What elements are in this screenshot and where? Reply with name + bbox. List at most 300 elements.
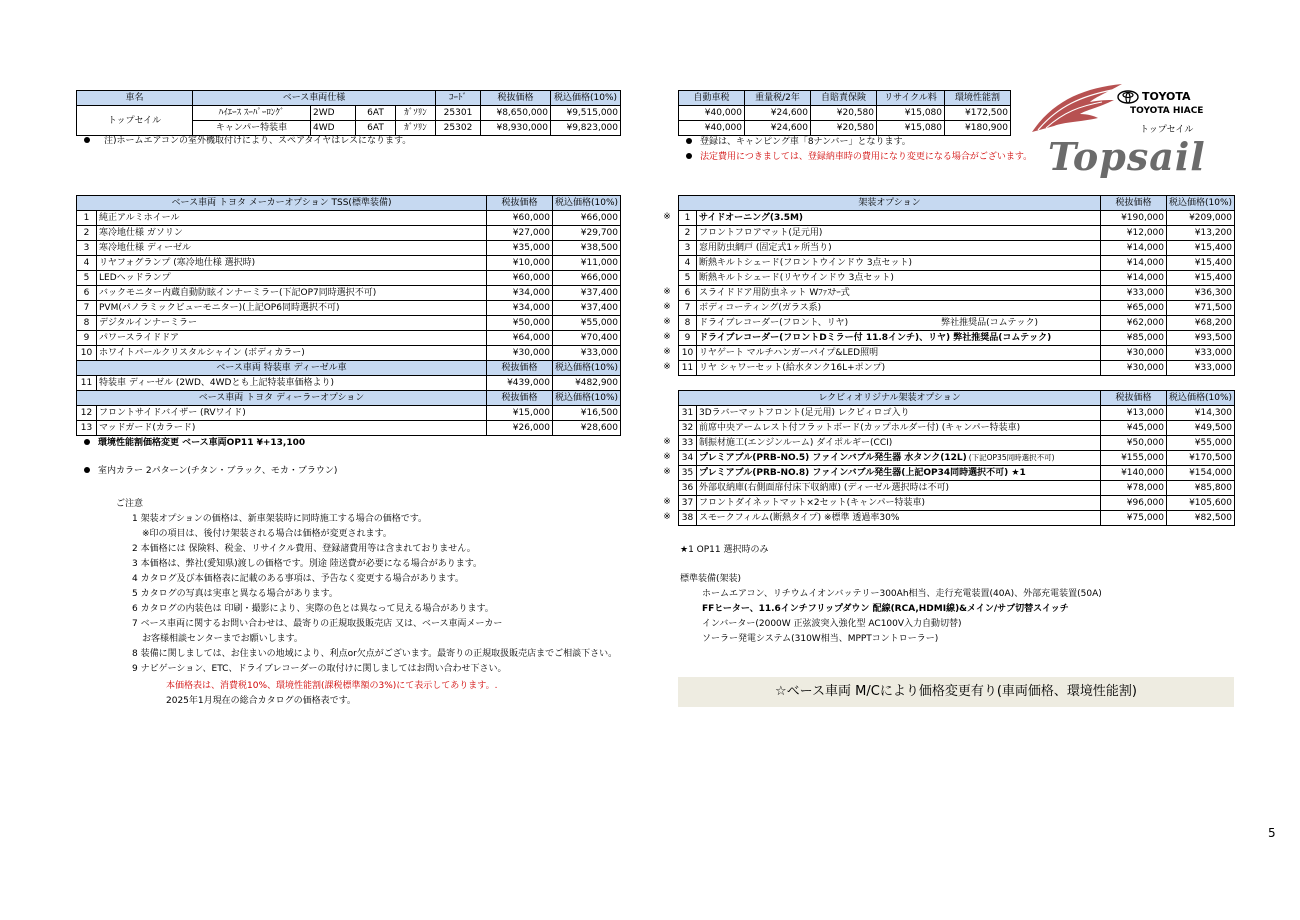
option-name bbox=[697, 346, 1101, 361]
tax-display-note: 本価格表は、消費税10%、環境性能割(課税標準額の3%)にて表示してあります。. bbox=[166, 681, 498, 691]
option-row bbox=[77, 271, 621, 286]
option-no: 36 bbox=[679, 481, 697, 496]
asterisk-mark: ※ bbox=[663, 332, 671, 342]
vehicle-price-table bbox=[76, 90, 621, 136]
tax-cell: ¥20,580 bbox=[811, 106, 877, 121]
option-price: ¥14,000 bbox=[1101, 241, 1167, 256]
toyota-emblem-icon bbox=[1117, 90, 1139, 104]
option-row bbox=[679, 211, 1235, 226]
col-price: 税抜価格 bbox=[481, 91, 551, 106]
asterisk-mark: ※ bbox=[663, 512, 671, 522]
car-name: トップセイル bbox=[77, 106, 193, 136]
option-tax-price: ¥85,800 bbox=[1167, 481, 1235, 496]
option-price: ¥60,000 bbox=[487, 211, 553, 226]
option-name-text: ボディコーティング(ガラス系) bbox=[699, 303, 822, 313]
option-name bbox=[97, 286, 487, 301]
option-name-text: 純正アルミホイール bbox=[99, 213, 180, 223]
spare-tire-note: 注)ホームエアコンの室外機取付けにより、スペアタイヤはレスになります。 bbox=[82, 134, 411, 149]
option-tax-price: ¥66,000 bbox=[553, 271, 621, 286]
caution-item: 8 装備に関しましては、お住まいの地域により、利点or欠点がございます。最寄りの正規取扱販売店までご相談下さい。 bbox=[132, 649, 618, 659]
option-name-text: リヤ シャワーセット(給水タンク16L+ポンプ) bbox=[699, 363, 886, 373]
option-price: ¥10,000 bbox=[487, 256, 553, 271]
price: ¥8,650,000 bbox=[481, 106, 551, 121]
option-name-text: サイドオーニング(3.5M) bbox=[699, 213, 804, 223]
option-name-text: フロントダイネットマット×2セット(キャンパー特装車) bbox=[699, 498, 926, 508]
option-no: 37 bbox=[679, 496, 697, 511]
option-name-text: ドライブレコーダー(フロントDミラー付 11.8インチ)、リヤ) 弊社推奨品(コムテック) bbox=[699, 333, 1052, 343]
option-no: 8 bbox=[77, 316, 97, 331]
option-row bbox=[77, 316, 621, 331]
option-price: ¥85,000 bbox=[1101, 331, 1167, 346]
option-no: 32 bbox=[679, 421, 697, 436]
option-tax-price: ¥33,000 bbox=[1167, 346, 1235, 361]
recvee-options-table bbox=[678, 390, 1235, 526]
option-no: 7 bbox=[77, 301, 97, 316]
option-no: 10 bbox=[679, 346, 697, 361]
caution-item: 4 カタログ及び本価格表に記載のある事項は、予告なく変更する場合があります。 bbox=[132, 574, 464, 584]
option-price: ¥50,000 bbox=[1101, 436, 1167, 451]
option-price: ¥155,000 bbox=[1101, 451, 1167, 466]
option-name bbox=[697, 481, 1101, 496]
option-name-text: 外部収納庫(右側面扉付床下収納庫) (ディーゼル選択時は不可) bbox=[699, 483, 950, 493]
option-price: ¥30,000 bbox=[1101, 346, 1167, 361]
price: ¥8,930,000 bbox=[481, 121, 551, 136]
option-name-text: マッドガード(カラード) bbox=[99, 423, 196, 433]
option-row bbox=[77, 286, 621, 301]
option-row bbox=[77, 346, 621, 361]
trans: 6AT bbox=[356, 121, 396, 136]
option-recommend: 弊社推奨品(コムテック) bbox=[941, 318, 1039, 328]
option-name-text: フロントサイドバイザー (RVワイド) bbox=[99, 408, 246, 418]
option-name bbox=[697, 226, 1101, 241]
option-row bbox=[679, 256, 1235, 271]
option-no: 2 bbox=[77, 226, 97, 241]
legal-fee-note: 法定費用につきましては、登録納車時の費用になり変更になる場合がございます。 bbox=[684, 150, 1032, 165]
asterisk-mark: ※ bbox=[663, 302, 671, 312]
option-tax-price: ¥170,500 bbox=[1167, 451, 1235, 466]
option-no: 7 bbox=[679, 301, 697, 316]
maker-options-header: ベース車両 トヨタ メーカーオプション TSS(標準装備) bbox=[77, 196, 487, 211]
col-code: ｺｰﾄﾞ bbox=[436, 91, 481, 106]
option-tax-price: ¥55,000 bbox=[1167, 436, 1235, 451]
caution-title: ご注意 bbox=[116, 499, 144, 509]
option-small-note: (下記OP35同時選択不可) bbox=[968, 453, 1055, 462]
option-name-text: 断熱キルトシェード(リヤウインドウ 3点セット) bbox=[699, 273, 894, 283]
option-tax-price: ¥14,300 bbox=[1167, 406, 1235, 421]
option-name bbox=[697, 511, 1101, 526]
caution-item: 5 カタログの写真は実車と異なる場合があります。 bbox=[132, 589, 338, 599]
option-price: ¥190,000 bbox=[1101, 211, 1167, 226]
col-base-spec: ベース車両仕様 bbox=[193, 91, 436, 106]
tax-cell: ¥20,580 bbox=[811, 121, 877, 136]
option-name-text: プレミアブル(PRB-NO.5) ファインバブル発生器 水タンク(12L) bbox=[699, 453, 967, 463]
option-no: 5 bbox=[679, 271, 697, 286]
model: ﾊｲｴｰｽ ｽｰﾊﾟｰﾛﾝｸﾞ bbox=[193, 106, 311, 121]
tax-price: ¥9,823,000 bbox=[551, 121, 621, 136]
tax-cell: ¥15,080 bbox=[877, 121, 945, 136]
option-name bbox=[697, 286, 1101, 301]
tax-cell: ¥24,600 bbox=[745, 106, 811, 121]
col-insurance: 自賠責保険 bbox=[811, 91, 877, 106]
option-tax-price: ¥16,500 bbox=[553, 406, 621, 421]
option-price: ¥35,000 bbox=[487, 241, 553, 256]
option-price: ¥34,000 bbox=[487, 286, 553, 301]
standard-list bbox=[702, 587, 1102, 647]
star-note: ★1 OP11 選択時のみ bbox=[680, 545, 769, 555]
option-no: 34 bbox=[679, 451, 697, 466]
option-name bbox=[697, 211, 1101, 226]
caution-list bbox=[132, 512, 617, 677]
option-no: 3 bbox=[77, 241, 97, 256]
standard-item: インバーター(2000W 正弦波突入強化型 AC100V入力自動切替) bbox=[702, 619, 962, 629]
col-tax-price: 税込価格(10%) bbox=[553, 196, 621, 211]
option-row bbox=[679, 346, 1235, 361]
hiace-label: TOYOTA HIACE bbox=[1130, 106, 1204, 116]
option-row bbox=[679, 241, 1235, 256]
option-name-text: プレミアブル(PRB-NO.8) ファインバブル発生器(上記OP34同時選択不可) ★1 bbox=[699, 468, 1026, 478]
tax-cell: ¥172,500 bbox=[945, 106, 1011, 121]
option-name-text: スモークフィルム(断熱タイプ) ※標準 透過率30% bbox=[699, 513, 900, 523]
col-auto-tax: 自動車税 bbox=[679, 91, 745, 106]
tax-cell: ¥40,000 bbox=[679, 121, 745, 136]
option-name bbox=[97, 271, 487, 286]
option-price: ¥96,000 bbox=[1101, 496, 1167, 511]
option-price: ¥26,000 bbox=[487, 421, 553, 436]
option-tax-price: ¥13,200 bbox=[1167, 226, 1235, 241]
col-tax-price: 税込価格(10%) bbox=[1167, 196, 1235, 211]
option-no: 6 bbox=[77, 286, 97, 301]
option-tax-price: ¥49,500 bbox=[1167, 421, 1235, 436]
option-tax-price: ¥38,500 bbox=[553, 241, 621, 256]
topsail-logo bbox=[1024, 80, 1224, 184]
option-price: ¥50,000 bbox=[487, 316, 553, 331]
option-price: ¥15,000 bbox=[487, 406, 553, 421]
option-tax-price: ¥70,400 bbox=[553, 331, 621, 346]
interior-color-note: 室内カラー 2パターン(チタン・ブラック、モカ・ブラウン) bbox=[82, 464, 337, 479]
model: キャンパー特装車 bbox=[193, 121, 311, 136]
option-row bbox=[77, 331, 621, 346]
drive: 4WD bbox=[311, 121, 356, 136]
topsail-wordmark: Topsail bbox=[1048, 134, 1206, 179]
option-row bbox=[77, 406, 621, 421]
option-tax-price: ¥37,400 bbox=[553, 286, 621, 301]
option-price: ¥75,000 bbox=[1101, 511, 1167, 526]
option-name bbox=[97, 421, 487, 436]
option-name-text: 前席中央アームレスト付フラットボード(カップホルダー付) (キャンパー特装車) bbox=[699, 423, 1021, 433]
option-tax-price: ¥154,000 bbox=[1167, 466, 1235, 481]
option-name bbox=[697, 301, 1101, 316]
body-options-table bbox=[678, 195, 1235, 376]
asterisk-mark: ※ bbox=[663, 467, 671, 477]
option-name-text: バックモニター内蔵自動防眩インナーミラー(下記OP7同時選択不可) bbox=[99, 288, 377, 298]
tax-cell: ¥180,900 bbox=[945, 121, 1011, 136]
option-tax-price: ¥209,000 bbox=[1167, 211, 1235, 226]
col-price: 税抜価格 bbox=[487, 196, 553, 211]
col-price: 税抜価格 bbox=[1101, 391, 1167, 406]
option-price: ¥78,000 bbox=[1101, 481, 1167, 496]
code: 25301 bbox=[436, 106, 481, 121]
option-tax-price: ¥482,900 bbox=[553, 376, 621, 391]
option-name-text: リヤゲート マルチハンガーパイプ&LED照明 bbox=[699, 348, 879, 358]
option-name bbox=[697, 271, 1101, 286]
option-name-text: ドライブレコーダー(フロント、リヤ) bbox=[699, 318, 849, 328]
logo-sub: トップセイル bbox=[1140, 125, 1194, 135]
option-price: ¥140,000 bbox=[1101, 466, 1167, 481]
option-name bbox=[697, 406, 1101, 421]
bullet-icon bbox=[84, 439, 90, 445]
option-no: 5 bbox=[77, 271, 97, 286]
option-name-text: リヤフォグランプ (寒冷地仕様 選択時) bbox=[99, 258, 256, 268]
fuel: ｶﾞｿﾘﾝ bbox=[396, 106, 436, 121]
option-name bbox=[97, 316, 487, 331]
option-name bbox=[97, 346, 487, 361]
option-name bbox=[697, 241, 1101, 256]
option-row bbox=[77, 256, 621, 271]
option-no: 2 bbox=[679, 226, 697, 241]
option-no: 35 bbox=[679, 466, 697, 481]
bullet-icon bbox=[84, 137, 90, 143]
option-price: ¥34,000 bbox=[487, 301, 553, 316]
option-tax-price: ¥15,400 bbox=[1167, 241, 1235, 256]
option-price: ¥33,000 bbox=[1101, 286, 1167, 301]
recvee-options-header: レクビィオリジナル架装オプション bbox=[679, 391, 1101, 406]
option-tax-price: ¥33,000 bbox=[553, 346, 621, 361]
option-price: ¥30,000 bbox=[487, 346, 553, 361]
option-row bbox=[679, 496, 1235, 511]
option-name-text: 窓用防虫網戸 (固定式1ヶ所当り) bbox=[699, 243, 832, 253]
option-row bbox=[679, 481, 1235, 496]
option-name bbox=[697, 331, 1101, 346]
option-no: 12 bbox=[77, 406, 97, 421]
option-price: ¥12,000 bbox=[1101, 226, 1167, 241]
col-env-tax: 環境性能割 bbox=[945, 91, 1011, 106]
option-no: 9 bbox=[77, 331, 97, 346]
option-row bbox=[679, 421, 1235, 436]
option-name-text: 特装車 ディーゼル (2WD、4WDとも上記特装車価格より) bbox=[99, 378, 334, 388]
caution-item: 9 ナビゲーション、ETC、ドライブレコーダーの取付けに関しましてはお問い合わせ下さい。 bbox=[132, 664, 507, 674]
option-name-text: 寒冷地仕様 ディーゼル bbox=[99, 243, 191, 253]
option-name bbox=[97, 301, 487, 316]
caution-item: ※印の項目は、後付け架装される場合は価格が変更されます。 bbox=[142, 529, 392, 539]
option-price: ¥62,000 bbox=[1101, 316, 1167, 331]
option-tax-price: ¥105,600 bbox=[1167, 496, 1235, 511]
col-tax-price: 税込価格(10%) bbox=[1167, 391, 1235, 406]
option-no: 11 bbox=[679, 361, 697, 376]
option-no: 1 bbox=[679, 211, 697, 226]
col-car-name: 車名 bbox=[77, 91, 193, 106]
option-name-text: スライドドア用防虫ネット Wﾌｧｽﾅｰ式 bbox=[699, 288, 850, 298]
option-name bbox=[97, 331, 487, 346]
caution-item: 3 本価格は、弊社(愛知県)渡しの価格です。別途 陸送費が必要になる場合があります。 bbox=[132, 559, 483, 569]
option-row bbox=[77, 241, 621, 256]
option-no: 31 bbox=[679, 406, 697, 421]
bullet-icon bbox=[84, 467, 90, 473]
wing-emblem-icon bbox=[1024, 80, 1124, 140]
asterisk-mark: ※ bbox=[663, 347, 671, 357]
option-name-text: 3Dラバーマットフロント(足元用) レクビィロゴ入り bbox=[699, 408, 910, 418]
option-name-text: フロントフロアマット(足元用) bbox=[699, 228, 823, 238]
option-name bbox=[697, 256, 1101, 271]
col-tax-price: 税込価格(10%) bbox=[553, 361, 621, 376]
option-name bbox=[97, 241, 487, 256]
option-no: 10 bbox=[77, 346, 97, 361]
catalog-date-note: 2025年1月現在の総合カタログの価格表です。 bbox=[166, 696, 356, 706]
option-row bbox=[679, 286, 1235, 301]
option-row bbox=[679, 511, 1235, 526]
asterisk-mark: ※ bbox=[663, 317, 671, 327]
option-tax-price: ¥71,500 bbox=[1167, 301, 1235, 316]
option-row bbox=[679, 466, 1235, 481]
option-tax-price: ¥68,200 bbox=[1167, 316, 1235, 331]
caution-item: 2 本価格には 保険料、税金、リサイクル費用、登録諸費用等は含まれておりません。 bbox=[132, 544, 476, 554]
option-name-text: デジタルインナーミラー bbox=[99, 318, 198, 328]
trans: 6AT bbox=[356, 106, 396, 121]
asterisk-mark: ※ bbox=[663, 287, 671, 297]
code: 25302 bbox=[436, 121, 481, 136]
option-tax-price: ¥15,400 bbox=[1167, 271, 1235, 286]
option-no: 6 bbox=[679, 286, 697, 301]
col-price: 税抜価格 bbox=[487, 391, 553, 406]
option-name-text: パワースライドドア bbox=[99, 333, 180, 343]
option-row bbox=[77, 211, 621, 226]
option-row bbox=[77, 226, 621, 241]
option-name bbox=[697, 316, 1101, 331]
option-no: 4 bbox=[77, 256, 97, 271]
option-name-text: 断熱キルトシェード(フロントウインドウ 3点セット) bbox=[699, 258, 913, 268]
option-name-text: PVM(パノラミックビューモニター)(上記OP6同時選択不可) bbox=[99, 303, 340, 313]
standard-item: ホームエアコン、リチウムイオンバッテリー300Ah相当、走行充電装置(40A)、外部充電装置(50A) bbox=[702, 589, 1102, 599]
option-price: ¥14,000 bbox=[1101, 256, 1167, 271]
option-tax-price: ¥28,600 bbox=[553, 421, 621, 436]
option-row bbox=[679, 301, 1235, 316]
dealer-header: ベース車両 トヨタ ディーラーオプション bbox=[77, 391, 487, 406]
option-price: ¥45,000 bbox=[1101, 421, 1167, 436]
asterisk-mark: ※ bbox=[663, 437, 671, 447]
option-row bbox=[77, 376, 621, 391]
option-row bbox=[679, 361, 1235, 376]
caution-item: お客様相談センターまでお願いします。 bbox=[142, 634, 303, 644]
option-price: ¥60,000 bbox=[487, 271, 553, 286]
asterisk-mark: ※ bbox=[663, 497, 671, 507]
option-tax-price: ¥93,500 bbox=[1167, 331, 1235, 346]
option-no: 33 bbox=[679, 436, 697, 451]
option-row bbox=[679, 316, 1235, 331]
col-tax-price: 税込価格(10%) bbox=[553, 391, 621, 406]
asterisk-mark: ※ bbox=[663, 362, 671, 372]
option-no: 9 bbox=[679, 331, 697, 346]
registration-note: 登録は、キャンピング車「8ナンバー」となります。 bbox=[684, 135, 911, 150]
col-price: 税抜価格 bbox=[487, 361, 553, 376]
option-price: ¥14,000 bbox=[1101, 271, 1167, 286]
option-name bbox=[97, 406, 487, 421]
option-row bbox=[679, 271, 1235, 286]
page-number: 5 bbox=[1268, 826, 1276, 840]
option-name bbox=[97, 226, 487, 241]
tax-price: ¥9,515,000 bbox=[551, 106, 621, 121]
option-no: 1 bbox=[77, 211, 97, 226]
option-row bbox=[679, 226, 1235, 241]
option-no: 13 bbox=[77, 421, 97, 436]
asterisk-mark: ※ bbox=[663, 212, 671, 222]
option-no: 3 bbox=[679, 241, 697, 256]
col-tax-price: 税込価格(10%) bbox=[551, 91, 621, 106]
env-price-note: 環境性能割価格変更 ベース車両OP11 ¥+13,100 bbox=[82, 436, 305, 451]
price-change-banner: ☆ベース車両 M/Cにより価格変更有り(車両価格、環境性能割) bbox=[678, 677, 1234, 707]
option-price: ¥65,000 bbox=[1101, 301, 1167, 316]
toyota-brand: TOYOTA bbox=[1142, 90, 1191, 103]
option-name bbox=[697, 466, 1101, 481]
col-weight-tax: 重量税/2年 bbox=[745, 91, 811, 106]
option-name bbox=[697, 451, 1101, 466]
option-tax-price: ¥33,000 bbox=[1167, 361, 1235, 376]
special-header: ベース車両 特装車 ディーゼル車 bbox=[77, 361, 487, 376]
option-name bbox=[697, 436, 1101, 451]
option-name bbox=[697, 361, 1101, 376]
body-options-header: 架装オプション bbox=[679, 196, 1101, 211]
fuel: ｶﾞｿﾘﾝ bbox=[396, 121, 436, 136]
option-no: 8 bbox=[679, 316, 697, 331]
caution-item: 1 架装オプションの価格は、新車架装時に同時施工する場合の価格です。 bbox=[132, 514, 428, 524]
option-no: 4 bbox=[679, 256, 697, 271]
tax-cell: ¥15,080 bbox=[877, 106, 945, 121]
tax-table bbox=[678, 90, 1011, 136]
option-name-text: LEDヘッドランプ bbox=[99, 273, 171, 283]
option-price: ¥27,000 bbox=[487, 226, 553, 241]
option-row bbox=[679, 451, 1235, 466]
option-tax-price: ¥36,300 bbox=[1167, 286, 1235, 301]
col-price: 税抜価格 bbox=[1101, 196, 1167, 211]
option-tax-price: ¥15,400 bbox=[1167, 256, 1235, 271]
bullet-icon bbox=[686, 153, 692, 159]
option-name-text: 寒冷地仕様 ガソリン bbox=[99, 228, 183, 238]
option-name-text: ホワイトパールクリスタルシャイン (ボディカラー) bbox=[99, 348, 305, 358]
option-row bbox=[679, 436, 1235, 451]
option-row bbox=[77, 301, 621, 316]
option-name bbox=[697, 496, 1101, 511]
standard-title: 標準装備(架装) bbox=[680, 574, 742, 584]
option-price: ¥439,000 bbox=[487, 376, 553, 391]
option-row bbox=[77, 421, 621, 436]
option-name bbox=[97, 376, 487, 391]
maker-options-table bbox=[76, 195, 621, 436]
option-name bbox=[97, 256, 487, 271]
caution-item: 6 カタログの内装色は 印刷・撮影により、実際の色とは異なって見える場合があります。 bbox=[132, 604, 494, 614]
col-recycle: リサイクル料 bbox=[877, 91, 945, 106]
standard-item: ソーラー発電システム(310W相当、MPPTコントローラー) bbox=[702, 634, 939, 644]
standard-item: FFヒーター、11.6インチフリップダウン 配線(RCA,HDMI線)&メイン/サブ切替スイッチ bbox=[702, 604, 1069, 614]
bullet-icon bbox=[686, 138, 692, 144]
tax-cell: ¥24,600 bbox=[745, 121, 811, 136]
tax-cell: ¥40,000 bbox=[679, 106, 745, 121]
option-tax-price: ¥82,500 bbox=[1167, 511, 1235, 526]
option-row bbox=[679, 331, 1235, 346]
caution-item: 7 ベース車両に関するお問い合わせは、最寄りの正規取扱販売店 又は、ベース車両メーカー bbox=[132, 619, 503, 629]
option-name bbox=[97, 211, 487, 226]
asterisk-mark: ※ bbox=[663, 452, 671, 462]
option-name-text: 制振材施工(エンジンルーム) ダイポルギー(CCI) bbox=[699, 438, 893, 448]
option-name bbox=[697, 421, 1101, 436]
option-price: ¥64,000 bbox=[487, 331, 553, 346]
option-tax-price: ¥55,000 bbox=[553, 316, 621, 331]
option-no: 38 bbox=[679, 511, 697, 526]
option-price: ¥13,000 bbox=[1101, 406, 1167, 421]
option-no: 11 bbox=[77, 376, 97, 391]
option-row bbox=[679, 406, 1235, 421]
option-tax-price: ¥66,000 bbox=[553, 211, 621, 226]
option-tax-price: ¥37,400 bbox=[553, 301, 621, 316]
option-tax-price: ¥11,000 bbox=[553, 256, 621, 271]
drive: 2WD bbox=[311, 106, 356, 121]
